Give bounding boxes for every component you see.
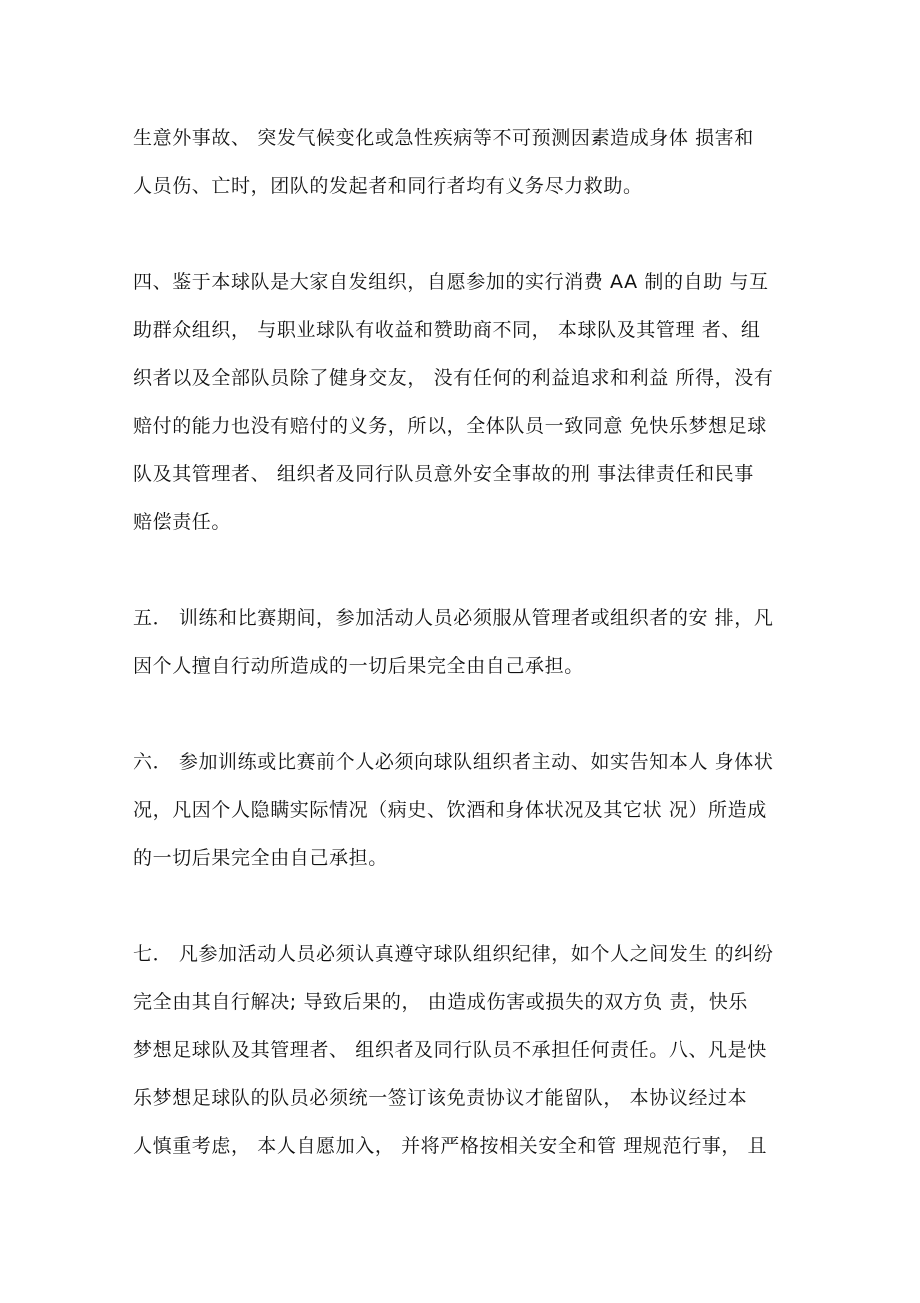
text-line: 况，凡因个人隐瞒实际情况（病史、饮酒和身体状况及其它状 况）所造成 [133,799,767,821]
text-line: 完全由其自行解决; 导致后果的， 由造成伤害或损失的双方负 责，快乐 [133,991,748,1013]
paragraph-clause-4 [133,258,793,546]
paragraph-clause-5 [133,594,793,690]
text-line: 助群众组织， 与职业球队有收益和赞助商不同， 本球队及其管理 者、组 [133,319,761,341]
text-line: 赔付的能力也没有赔付的义务，所以，全体队员一致同意 免快乐梦想足球 [133,415,767,437]
text-line: 因个人擅自行动所造成的一切后果完全由自己承担。 [133,655,584,677]
text-line: 织者以及全部队员除了健身交友， 没有任何的利益追求和利益 所得，没有 [133,367,774,389]
text-line: 乐梦想足球队的队员必须统一签订该免责协议才能留队， 本协议经过本 [133,1087,748,1109]
text-line: 人员伤、亡时，团队的发起者和同行者均有义务尽力救助。 [133,175,643,197]
text-line: 生意外事故、 突发气候变化或急性疾病等不可预测因素造成身体 损害和 [133,127,754,149]
paragraph-clause-6 [133,738,793,882]
text-line: 梦想足球队及其管理者、 组织者及同行队员不承担任何责任。八、凡是快 [133,1039,767,1061]
text-line: 人慎重考虑， 本人自愿加入， 并将严格按相关安全和管 理规范行事， 且 [133,1135,768,1157]
paragraph-accident-rescue [133,114,793,210]
text-line: 队及其管理者、 组织者及同行队员意外安全事故的刑 事法律责任和民事 [133,463,754,485]
text-line: 的一切后果完全由自己承担。 [133,847,388,869]
text-line: 七． 凡参加活动人员必须认真遵守球队组织纪律，如个人之间发生 的纠纷 [133,943,774,965]
text-line: 赔偿责任。 [133,511,232,533]
text-line: 六． 参加训练或比赛前个人必须向球队组织者主动、如实告知本人 身体状 [133,751,774,773]
text-line: 四、鉴于本球队是大家自发组织，自愿参加的实行消费 AA 制的自助 与互 [133,271,769,293]
text-line: 五． 训练和比赛期间，参加活动人员必须服从管理者或组织者的安 排，凡 [133,607,774,629]
paragraph-clause-7 [133,930,793,1170]
